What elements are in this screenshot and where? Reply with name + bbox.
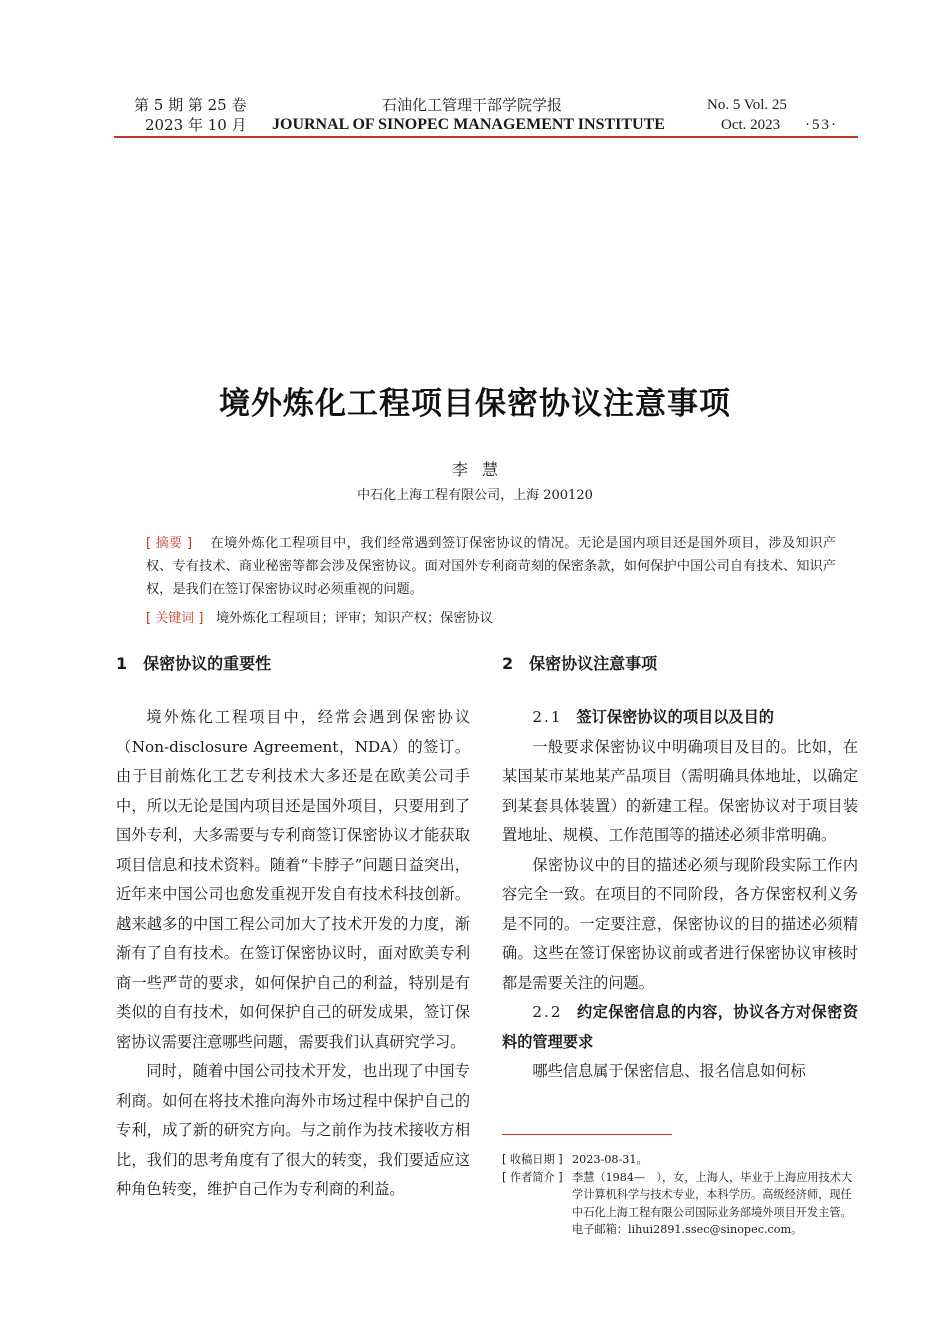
abstract-text: 在境外炼化工程项目中，我们经常遇到签订保密协议的情况。无论是国内项目还是国外项目，涉及知识产权、专有技术、商业秘密等都会涉及保密协议。面对国外专利商苛刻的保密条款，如何保护中国公司自有技术、知识产权，是我们在签订保密协议时必须重视的问题。 bbox=[146, 536, 836, 597]
journal-name-en: JOURNAL OF SINOPEC MANAGEMENT INSTITUTE bbox=[272, 116, 665, 133]
right-column-body bbox=[502, 703, 858, 1087]
footnote bbox=[502, 1151, 860, 1239]
paragraph: 一般要求保密协议中明确项目及目的。比如，在某国某市某地某产品项目（需明确具体地址，以确定到某套具体装置）的新建工程。保密协议对于项目装置地址、规模、工作范围等的描述必须非常明确。 bbox=[502, 737, 858, 844]
subsection-title: 约定保密信息的内容，协议各方对保密资料的管理要求 bbox=[502, 1003, 858, 1051]
issue-cn: 第 5 期 第 25 卷 bbox=[134, 96, 247, 114]
paragraph: 哪些信息属于保密信息、报名信息如何标 bbox=[532, 1062, 806, 1080]
abstract bbox=[146, 532, 836, 601]
paragraph: 同时，随着中国公司技术开发，也出现了中国专利商。如何在将技术推向海外市场过程中保护自己的专利，成了新的研究方向。与之前作为技术接收方相比，我们的思考角度有了很大的转变，我们要适应这种角色转变，维护自己作为专利商的利益。 bbox=[116, 1062, 470, 1198]
issue-en: No. 5 Vol. 25 bbox=[707, 97, 787, 113]
subsection-2-2-heading bbox=[502, 998, 858, 1057]
keywords bbox=[146, 609, 493, 629]
article-title: 境外炼化工程项目保密协议注意事项 bbox=[219, 386, 731, 422]
keywords-text: 境外炼化工程项目；评审；知识产权；保密协议 bbox=[216, 611, 493, 626]
author-name: 李慧 bbox=[451, 460, 512, 479]
author-affiliation: 中石化上海工程有限公司，上海 200120 bbox=[357, 488, 593, 503]
author-bio-label: [ 作者简介 ] bbox=[502, 1170, 563, 1184]
author-bio: 李慧（1984— ），女，上海人，毕业于上海应用技术大学计算机科学与技术专业，本科学历。高级经济师，现任中石化上海工程有限公司国际业务部境外项目开发主管。电子邮箱：lihui2891.ssec@sinopec.com。 bbox=[572, 1170, 853, 1236]
section-2-heading: 2 保密协议注意事项 bbox=[502, 654, 658, 673]
page-number: ·53· bbox=[805, 117, 838, 133]
journal-name-cn: 石油化工管理干部学院学报 bbox=[382, 96, 563, 114]
date-en: Oct. 2023 bbox=[721, 117, 781, 133]
subsection-number: 2.1 bbox=[532, 708, 563, 726]
author-bio-row bbox=[502, 1169, 860, 1239]
subsection-title: 签订保密协议的项目以及目的 bbox=[576, 708, 774, 726]
received-date: 2023-08-31。 bbox=[572, 1153, 648, 1166]
subsection-2-1-heading bbox=[502, 703, 858, 733]
date-cn: 2023 年 10 月 bbox=[145, 116, 247, 134]
received-label: [ 收稿日期 ] bbox=[502, 1153, 563, 1166]
paragraph: 境外炼化工程项目中，经常会遇到保密协议（Non-disclosure Agreement，NDA）的签订。由于目前炼化工艺专利技术大多还是在欧美公司手中，所以无论是国内项目还是国外项目，只要用到了国外专利，大多需要与专利商签订保密协议才能获取项目信息和技术资料。随着“卡脖子”问题日益突出，近年来中国公司也愈发重视开发自有技术科技创新。越来越多的中国工程公司加大了技术开发的力度，渐渐有了自有技术。在签订保密协议时，面对欧美专利商一些严苛的要求，如何保护自己的利益，特别是有类似的自有技术，如何保护自己的研发成果，签订保密协议需要注意哪些问题，需要我们认真研究学习。 bbox=[116, 708, 470, 1051]
paragraph: 保密协议中的目的描述必须与现阶段实际工作内容完全一致。在项目的不同阶段，各方保密权利义务是不同的。一定要注意，保密协议的目的描述必须精确。这些在签订保密协议前或者进行保密协议审核时都是需要关注的问题。 bbox=[502, 855, 858, 992]
footnote-rule bbox=[502, 1134, 672, 1135]
header-rule bbox=[114, 136, 858, 138]
left-column-body bbox=[116, 703, 470, 1205]
subsection-number: 2.2 bbox=[532, 1003, 563, 1021]
section-1-heading: 1 保密协议的重要性 bbox=[116, 654, 272, 673]
keywords-label: [ 关键词 ] bbox=[146, 611, 204, 626]
received-date-row bbox=[502, 1151, 860, 1169]
abstract-label: [ 摘要 ] bbox=[146, 536, 193, 551]
